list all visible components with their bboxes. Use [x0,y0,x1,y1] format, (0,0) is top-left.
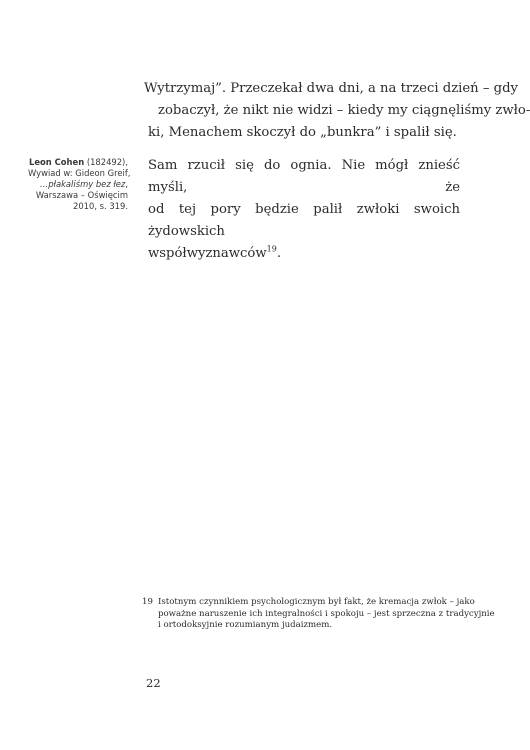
body-paragraph-1 [144,78,530,144]
margin-citation-line-1 [28,157,128,168]
page-number: 22 [146,676,161,690]
paragraph-1-line-2: zobaczył, że nikt nie widzi – kiedy my ciągnęliśmy zwło- [158,103,530,118]
footnote-text [158,597,495,632]
footnote-19 [142,597,495,632]
footnote-number: 19 [142,597,153,607]
footnote-line-2: poważne naruszenie ich integralności i spokoju – jest sprzeczna z tradycyjnie [158,608,495,619]
paragraph-2-line-3-text: współwyznawców [148,246,267,261]
footnote-line-3: i ortodoksyjnie rozumianym judaizmem. [158,620,333,630]
footnote-reference[interactable]: 19 [266,244,277,254]
paragraph-1-line-1: Wytrzymaj”. Przeczekał dwa dni, a na trzeci dzień – gdy [144,81,518,96]
margin-citation-number: (182492), [84,157,128,167]
paragraph-2-line-1: Sam rzucił się do ognia. Nie mógł znieść myśli, że [148,158,460,195]
margin-citation-name: Leon Cohen [29,157,85,167]
margin-citation-line-5: 2010, s. 319. [73,201,128,211]
paragraph-2-line-3-end: . [276,246,282,261]
paragraph-2-line-2: od tej pory będzie palił zwłoki swoich żydowskich [148,202,460,239]
margin-citation-line-4: Warszawa – Oświęcim [35,190,128,200]
margin-citation-line-3 [28,179,128,190]
margin-citation-book-title: …płakaliśmy bez łez [39,179,126,189]
margin-citation [28,157,131,212]
footnote-line-1: Istotnym czynnikiem psychologicznym był fakt, że kremacja zwłok – jako [158,597,475,607]
paragraph-1-line-3: ki, Menachem skoczył do „bunkra” i spalił się. [148,125,457,140]
body-paragraph-2 [148,155,460,265]
paragraph-2-line-3 [148,243,460,265]
margin-citation-title-end: , [125,179,128,189]
margin-citation-line-2: Wywiad w: Gideon Greif, [28,168,131,178]
